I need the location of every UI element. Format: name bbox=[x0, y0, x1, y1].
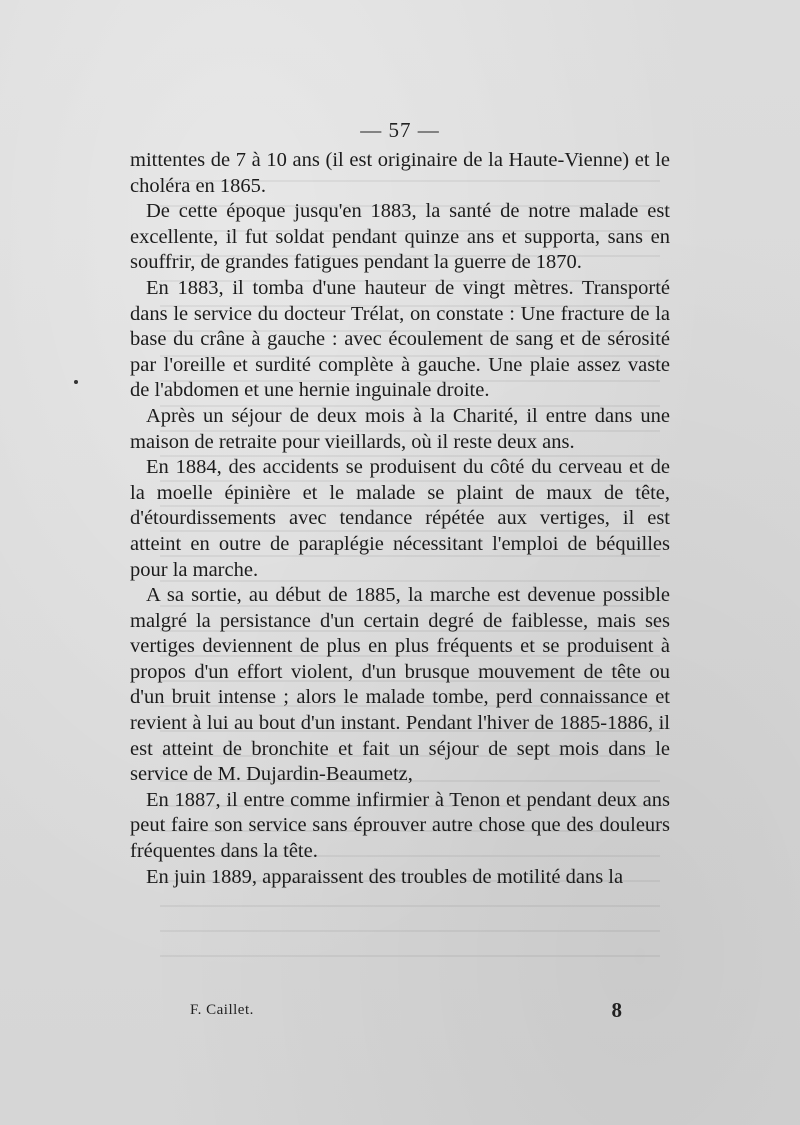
page-number: — 57 — bbox=[360, 118, 440, 142]
body-text bbox=[130, 148, 670, 890]
paragraph-8: En juin 1889, apparaissent des troubles de motilité dans la bbox=[146, 865, 624, 888]
paragraph-4: Après un séjour de deux mois à la Charité, il entre dans une maison de retraite pour vieillards, où il reste deux ans. bbox=[130, 404, 670, 453]
page-footer bbox=[130, 1000, 670, 1026]
paragraph-5: En 1884, des accidents se produisent du côté du cerveau et de la moelle épinière et le malade se plaint de maux de tête, d'étourdissements avec tendance répétée aux vertiges, il est atteint en outre de paraplégie nécessitant l'emploi de béquilles pour la marche. bbox=[130, 456, 670, 581]
paragraph-6: A sa sortie, au début de 1885, la marche est devenue possible malgré la persistance d'un certain degré de faiblesse, mais ses vertiges deviennent de plus en plus fréquents et se produisent à propos d'un effort violent, d'un brusque mouvement de tête ou d'un bruit intense ; alors le malade tombe, perd connaissance et revient à lui au bout d'un instant. Pendant l'hiver de 1885-1886, il est atteint de bronchite et fait un séjour de sept mois dans le service de M. Dujardin-Beaumetz, bbox=[130, 584, 670, 786]
paragraph-7: En 1887, il entre comme infirmier à Tenon et pendant deux ans peut faire son service sans éprouver autre chose que des douleurs fréquentes dans la tête. bbox=[130, 788, 670, 863]
signature-mark: F. Caillet. bbox=[190, 1002, 254, 1018]
paragraph-2: De cette époque jusqu'en 1883, la santé de notre malade est excellente, il fut soldat pendant quinze ans et supporta, sans en souffrir, de grandes fatigues pendant la guerre de 1870. bbox=[130, 200, 670, 274]
paragraph-1: mittentes de 7 à 10 ans (il est originaire de la Haute-Vienne) et le choléra en 1865. bbox=[130, 149, 670, 197]
ink-speck bbox=[74, 380, 78, 384]
sheet-number: 8 bbox=[611, 998, 622, 1022]
paragraph-3: En 1883, il tomba d'une hauteur de vingt mètres. Transporté dans le service du docteur Trélat, on constate : Une fracture de la base du crâne à gauche : avec écoulement de sang et de sérosité par l'oreille et surdité complète à gauche. Une plaie assez vaste de l'abdomen et une hernie inguinale droite. bbox=[130, 276, 670, 402]
